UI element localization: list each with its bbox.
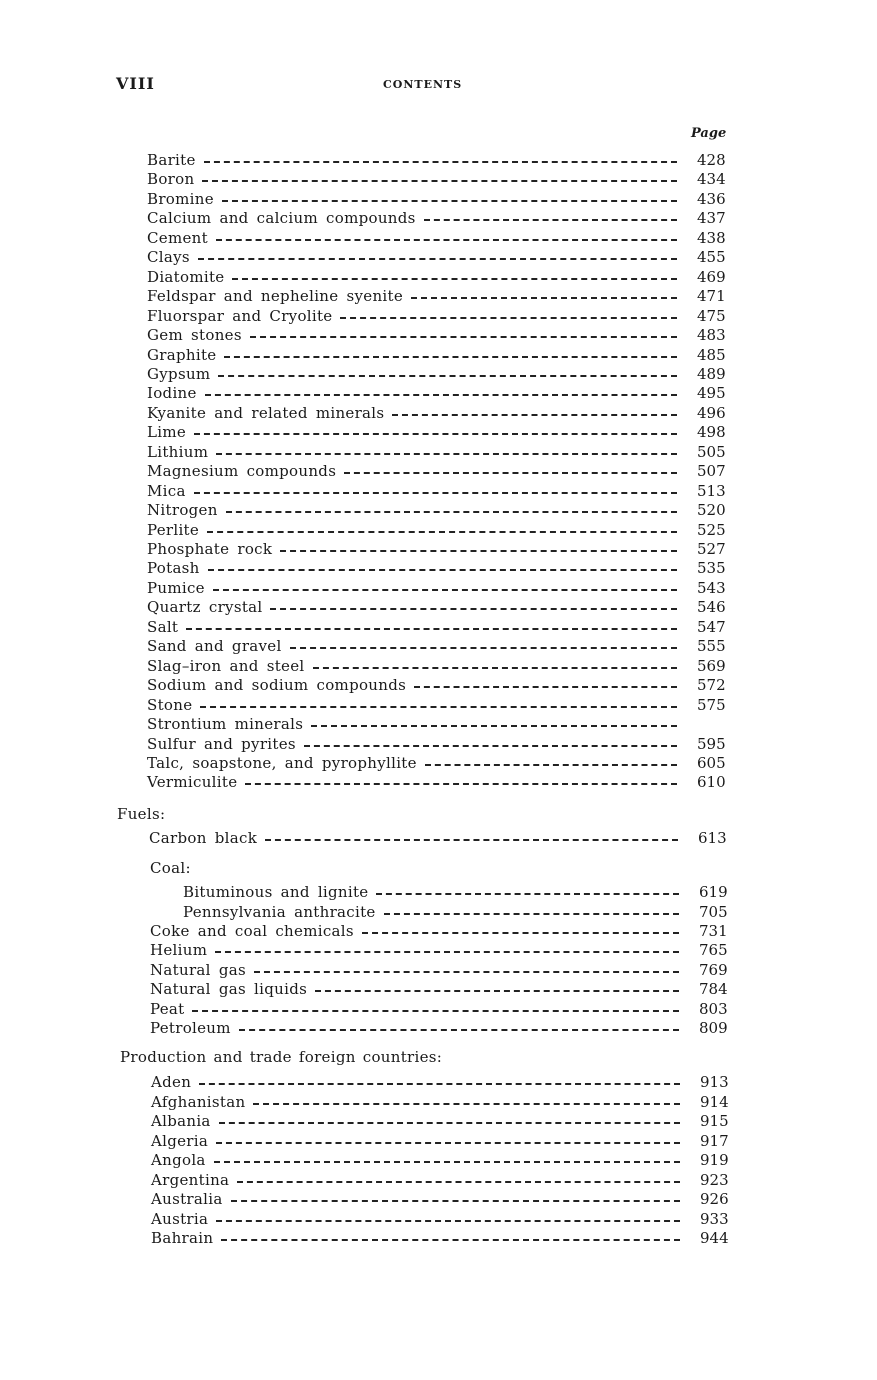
toc-entry-page: 555 [697,637,726,655]
toc-entry-page: 915 [700,1112,729,1130]
dot-leader [232,278,677,280]
dot-leader [221,1239,680,1241]
toc-entry [151,1171,728,1190]
toc-entry-title: Talc, soapstone, and pyrophyllite [147,754,417,772]
dot-leader [202,180,677,182]
dot-leader [311,725,677,727]
dot-leader [245,783,677,785]
toc-entry-page: 619 [699,883,728,901]
toc-entry-page: 507 [697,462,726,480]
toc-entry [147,676,725,695]
toc-entry [150,941,727,960]
dot-leader [253,1103,680,1105]
dot-leader [231,1200,680,1202]
toc-entry [147,559,725,578]
toc-entry-title: Boron [147,170,195,188]
toc-entry [147,501,725,520]
section-heading-foreign-countries: Production and trade foreign countries: [120,1048,443,1066]
toc-entry [150,961,727,980]
dot-leader [265,839,678,841]
toc-entry-title: Sand and gravel [147,637,282,655]
toc-entry-title: Clays [147,248,190,266]
toc-entry [147,209,725,228]
dot-leader [344,472,677,474]
toc-entry [147,521,725,540]
toc-entry [151,1093,728,1112]
toc-entry-page: 809 [699,1019,728,1037]
toc-entry-title: Austria [151,1210,209,1228]
toc-entry-title: Diatomite [147,268,225,286]
toc-entry-title: Afghanistan [151,1093,246,1111]
toc-entry-title: Sodium and sodium compounds [147,676,407,694]
toc-entry [147,307,725,326]
toc-entry-title: Barite [147,151,196,169]
toc-entry [147,657,725,676]
toc-entry-title: Australia [151,1190,223,1208]
toc-entry-title: Bromine [147,190,214,208]
toc-entry-title: Albania [151,1112,211,1130]
toc-entry [147,248,725,267]
toc-entry [147,326,725,345]
toc-entry [147,735,725,754]
toc-entry [183,903,727,922]
toc-entry-title: Gypsum [147,365,211,383]
toc-entry-title: Kyanite and related minerals [147,404,385,422]
dot-leader [222,200,677,202]
toc-entry [151,1151,728,1170]
dot-leader [254,971,679,973]
toc-entry-page: 546 [697,598,726,616]
toc-entry [147,287,725,306]
toc-entry-page: 917 [700,1132,729,1150]
toc-entry [147,637,725,656]
dot-leader [304,745,677,747]
toc-entry-page: 527 [697,540,726,558]
toc-entry-title: Lithium [147,443,209,461]
toc-entry [147,773,725,792]
toc-entry [147,190,725,209]
toc-entry-title: Argentina [151,1171,230,1189]
toc-entry-page: 485 [697,346,726,364]
dot-leader [208,569,677,571]
section-heading-fuels: Fuels: [117,805,166,823]
dot-leader [384,913,679,915]
toc-entry-page: 438 [697,229,726,247]
toc-entry-page: 933 [700,1210,729,1228]
toc-entry-page: 520 [697,501,726,519]
toc-entry [147,170,725,189]
toc-entry-title: Potash [147,559,200,577]
toc-entry-title: Vermiculite [147,773,238,791]
toc-entry-page: 495 [697,384,726,402]
dot-leader [224,356,677,358]
dot-leader [194,492,677,494]
toc-entry-page: 475 [697,307,726,325]
toc-entry-page: 605 [697,754,726,772]
toc-entry-page: 434 [697,170,726,188]
toc-entry-page: 944 [700,1229,729,1247]
toc-entry-title: Feldspar and nepheline syenite [147,287,404,305]
toc-entry-title: Magnesium compounds [147,462,337,480]
toc-entry [147,443,725,462]
toc-entry-title: Salt [147,618,179,636]
toc-entry [147,268,725,287]
toc-entry [147,696,725,715]
dot-leader [424,219,677,221]
toc-entry-page: 489 [697,365,726,383]
toc-entry-page: 469 [697,268,726,286]
toc-entry [151,1229,728,1248]
toc-entry-title: Quartz crystal [147,598,263,616]
dot-leader [425,764,677,766]
page-number: VIII [116,74,155,93]
dot-leader [205,394,677,396]
toc-entry-page: 437 [697,209,726,227]
dot-leader [315,990,679,992]
toc-entry-title: Bituminous and lignite [183,883,369,901]
toc-entry-title: Phosphate rock [147,540,273,558]
toc-entry-title: Pumice [147,579,205,597]
dot-leader [218,375,677,377]
toc-entry-title: Petroleum [150,1019,231,1037]
subsection-heading-coal: Coal: [150,859,191,877]
toc-entry-title: Peat [150,1000,185,1018]
toc-entry-title: Fluorspar and Cryolite [147,307,333,325]
toc-entry-title: Bahrain [151,1229,214,1247]
dot-leader [250,336,677,338]
toc-entry [150,980,727,999]
dot-leader [226,511,677,513]
toc-entry [149,829,726,848]
toc-entry-page: 569 [697,657,726,675]
toc-entry-title: Strontium minerals [147,715,304,733]
toc-entry-page: 513 [697,482,726,500]
dot-leader [270,608,677,610]
toc-entry [150,1000,727,1019]
toc-entry [147,423,725,442]
dot-leader [216,1220,680,1222]
toc-entry-page: 498 [697,423,726,441]
toc-entry-page: 572 [697,676,726,694]
dot-leader [290,647,677,649]
dot-leader [239,1029,679,1031]
dot-leader [204,161,677,163]
dot-leader [216,1142,680,1144]
toc-entry [147,151,725,170]
toc-entry [147,229,725,248]
toc-entry-title: Gem stones [147,326,242,344]
page-column-heading: Page [691,126,727,141]
toc-entry-title: Cement [147,229,208,247]
toc-entry-title: Angola [151,1151,206,1169]
dot-leader [215,951,679,953]
toc-entry [147,346,725,365]
toc-entry-title: Sulfur and pyrites [147,735,296,753]
toc-entry-title: Helium [150,941,208,959]
toc-entry [147,579,725,598]
toc-entry-page: 471 [697,287,726,305]
toc-entry-title: Graphite [147,346,217,364]
toc-entry-page: 784 [699,980,728,998]
toc-entry-page: 914 [700,1093,729,1111]
dot-leader [392,414,677,416]
dot-leader [216,453,677,455]
dot-leader [186,628,677,630]
dot-leader [313,667,678,669]
toc-entry-page: 428 [697,151,726,169]
toc-entry [147,365,725,384]
toc-entry [151,1112,728,1131]
toc-entry-title: Slag–iron and steel [147,657,305,675]
toc-entry [151,1190,728,1209]
toc-entry-title: Lime [147,423,187,441]
toc-entry [147,384,725,403]
toc-entry [150,922,727,941]
toc-entry-title: Stone [147,696,193,714]
dot-leader [340,317,677,319]
toc-entry-page: 769 [699,961,728,979]
toc-entry-title: Natural gas liquids [150,980,308,998]
toc-entry-page: 436 [697,190,726,208]
toc-entry-page: 610 [697,773,726,791]
dot-leader [192,1010,679,1012]
dot-leader [280,550,677,552]
toc-entry-title: Mica [147,482,186,500]
toc-entry [147,462,725,481]
toc-entry-page: 535 [697,559,726,577]
dot-leader [216,239,677,241]
toc-entry-title: Perlite [147,521,200,539]
toc-entry-page: 803 [699,1000,728,1018]
toc-entry-page: 575 [697,696,726,714]
toc-entry-page: 505 [697,443,726,461]
toc-entry-title: Carbon black [149,829,258,847]
toc-entry [151,1073,728,1092]
toc-entry-title: Coke and coal chemicals [150,922,354,940]
dot-leader [194,433,677,435]
toc-entry [147,715,725,734]
dot-leader [199,1083,680,1085]
toc-entry [147,754,725,773]
toc-entry-page: 731 [699,922,728,940]
toc-entry-title: Natural gas [150,961,246,979]
toc-entry [151,1132,728,1151]
dot-leader [198,258,677,260]
toc-entry [147,618,725,637]
toc-entry [151,1210,728,1229]
dot-leader [414,686,677,688]
toc-entry-title: Algeria [151,1132,209,1150]
toc-entry-page: 547 [697,618,726,636]
running-head: CONTENTS [383,78,463,91]
dot-leader [376,893,679,895]
toc-entry [147,540,725,559]
toc-entry [147,404,725,423]
toc-entry-title: Aden [151,1073,192,1091]
toc-entry-page: 543 [697,579,726,597]
toc-entry-page: 595 [697,735,726,753]
dot-leader [362,932,679,934]
toc-entry-page: 913 [700,1073,729,1091]
toc-entry-page: 455 [697,248,726,266]
toc-entry-page: 613 [698,829,727,847]
toc-entry-title: Iodine [147,384,197,402]
dot-leader [213,589,677,591]
toc-entry-page: 923 [700,1171,729,1189]
toc-entry-page: 496 [697,404,726,422]
dot-leader [411,297,677,299]
toc-entry-page: 705 [699,903,728,921]
toc-entry [183,883,727,902]
toc-entry-page: 525 [697,521,726,539]
toc-entry-page: 483 [697,326,726,344]
toc-entry-title: Calcium and calcium compounds [147,209,416,227]
toc-entry-page: 765 [699,941,728,959]
dot-leader [200,706,677,708]
dot-leader [214,1161,680,1163]
toc-entry-title: Pennsylvania anthracite [183,903,376,921]
dot-leader [207,531,677,533]
toc-entry [150,1019,727,1038]
toc-entry [147,482,725,501]
toc-entry-title: Nitrogen [147,501,218,519]
toc-entry-page: 919 [700,1151,729,1169]
dot-leader [219,1122,680,1124]
toc-entry [147,598,725,617]
toc-entry-page: 926 [700,1190,729,1208]
dot-leader [237,1181,680,1183]
